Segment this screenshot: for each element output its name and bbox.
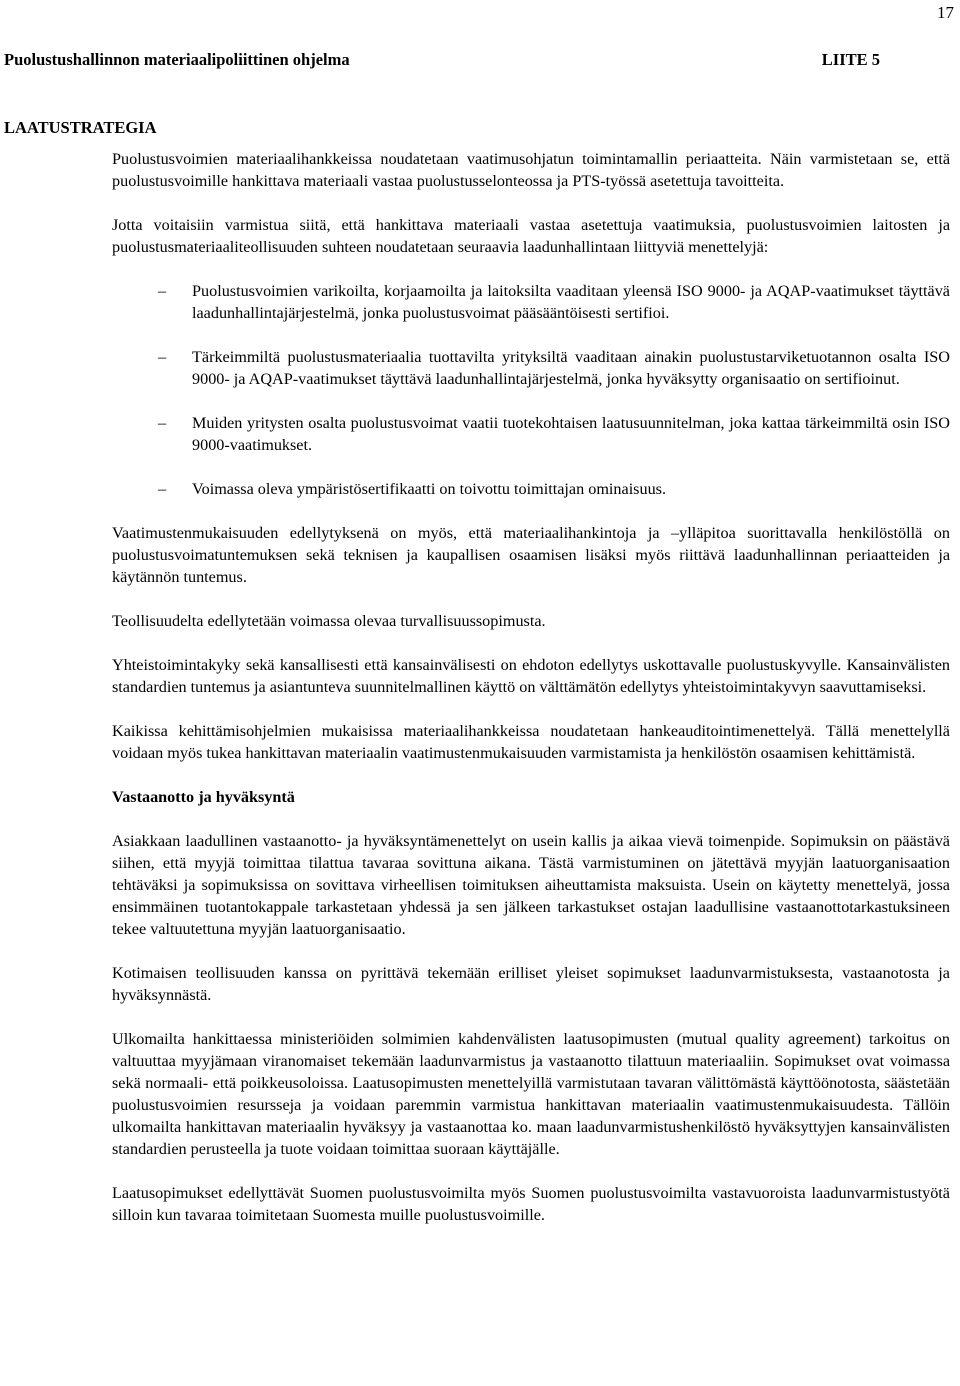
appendix-label: LIITE 5 [821, 50, 880, 69]
dash-bullet-icon: – [158, 282, 167, 300]
list-item: – Puolustusvoimien varikoilta, korjaamoilta ja laitoksilta vaaditaan yleensä ISO 9000- ja AQAP-vaatimukset täyttävä laadunhallintajärjestelmä, jonka puolustusvoimat pääsääntöisesti sertifioi. [158, 282, 950, 322]
paragraph: Ulkomailta hankittaessa ministeriöiden solmimien kahdenvälisten laatusopimusten (mutual quality agreement) tarkoitus on valtuuttaa myyjämaan viranomaiset tekemään laadunvarmistus ja vastaanotto tilattuun materiaaliin. Sopimukset ovat voimassa sekä normaali- että poikkeusoloissa. Laatusopimusten menettelyillä varmistutaan tavaran välittömästä käyttöönotosta, säästetään puolustusvoimien resursseja ja voidaan paremmin varmistua hankittavan materiaalin vaatimustenmukaisuudesta. Tällöin ulkomailta hankittavan materiaalin hyväksyy ja vastaanottaa ko. maan laadunvarmistushenkilöstö hyväksyttyjen kansainvälisten standardien perusteella ja tuote voidaan toimittaa suoraan käyttäjälle. [112, 1030, 950, 1158]
dash-bullet-icon: – [158, 348, 167, 366]
paragraph: Jotta voitaisiin varmistua siitä, että hankittava materiaali vastaa asetettuja vaatimuksia, puolustusvoimien laitosten ja puolustusmateriaaliteollisuuden suhteen noudatetaan seuraavia laadunhallintaan liittyviä menettelyjä: [112, 216, 950, 256]
document-title: Puolustushallinnon materiaalipoliittinen ohjelma [4, 50, 350, 69]
section-title: LAATUSTRATEGIA [4, 118, 157, 137]
dash-bullet-icon: – [158, 414, 167, 432]
document-body [112, 148, 950, 1248]
paragraph: Vaatimustenmukaisuuden edellytyksenä on myös, että materiaalihankintoja ja –ylläpitoa suorittavalla henkilöstöllä on puolustusvoimatuntemuksen sekä teknisen ja kaupallisen osaamisen lisäksi myös riittävä laadunhallinnan periaatteiden ja käytännön tuntemus. [112, 524, 950, 586]
paragraph: Laatusopimukset edellyttävät Suomen puolustusvoimilta myös Suomen puolustusvoimilta vastavuoroista laadunvarmistustyötä silloin kun tavaraa toimitetaan Suomesta muille puolustusvoimille. [112, 1184, 950, 1224]
list-item: – Tärkeimmiltä puolustusmateriaalia tuottavilta yrityksiltä vaaditaan ainakin puolustustarviketuotannon osalta ISO 9000- ja AQAP-vaatimukset täyttävä laadunhallintajärjestelmä, jonka hyväksytty organisaatio on sertifioinut. [158, 348, 950, 388]
paragraph: Puolustusvoimien materiaalihankkeissa noudatetaan vaatimusohjatun toimintamallin periaatteita. Näin varmistetaan se, että puolustusvoimille hankittava materiaali vastaa puolustusselonteossa ja PTS-työssä asetettuja tavoitteita. [112, 150, 950, 190]
subheading: Vastaanotto ja hyväksyntä [112, 788, 295, 806]
paragraph: Yhteistoimintakyky sekä kansallisesti että kansainvälisesti on ehdoton edellytys uskottavalle puolustuskyvylle. Kansainvälisten standardien tuntemus ja asiantunteva suunnitelmallinen käyttö on välttämätön edellytys yhteistoimintakyvyn saavuttamiseksi. [112, 656, 950, 696]
paragraph: Teollisuudelta edellytetään voimassa olevaa turvallisuussopimusta. [112, 612, 546, 630]
list-item: – Voimassa oleva ympäristösertifikaatti on toivottu toimittajan ominaisuus. [158, 480, 667, 498]
paragraph: Kaikissa kehittämisohjelmien mukaisissa materiaalihankkeissa noudatetaan hankeauditointimenettelyä. Tällä menettelyllä voidaan myös tukea hankittavan materiaalin vaatimustenmukaisuuden varmistamista ja henkilöstön osaamisen kehittämistä. [112, 722, 950, 762]
paragraph: Kotimaisen teollisuuden kanssa on pyrittävä tekemään erilliset yleiset sopimukset laadunvarmistuksesta, vastaanotosta ja hyväksynnästä. [112, 964, 950, 1004]
procedure-list [112, 280, 950, 500]
paragraph: Asiakkaan laadullinen vastaanotto- ja hyväksyntämenettelyt on usein kallis ja aikaa vievä toimenpide. Sopimuksin on päästävä siihen, että myyjä toimittaa tilattua tavaraa sovittuna aikana. Tästä varmistuminen on jätettävä myyjän laatuorganisaation tehtäväksi ja sopimuksissa on sovittava virheellisen toimituksen aiheuttamista maksuista. Usein on käytetty menettelyä, jossa ensimmäinen tuotantokappale tarkastetaan yhdessä ja sen jälkeen tarkastukset ostajan laadullisine vastaanottotarkastuksineen tekee valtuutettuna myyjän laatuorganisaatio. [112, 832, 950, 938]
page-number: 17 [937, 3, 954, 22]
dash-bullet-icon: – [158, 480, 167, 498]
document-header [4, 49, 880, 71]
list-item: – Muiden yritysten osalta puolustusvoimat vaatii tuotekohtaisen laatusuunnitelman, joka kattaa tärkeimmiltä osin ISO 9000-vaatimukset. [158, 414, 950, 454]
